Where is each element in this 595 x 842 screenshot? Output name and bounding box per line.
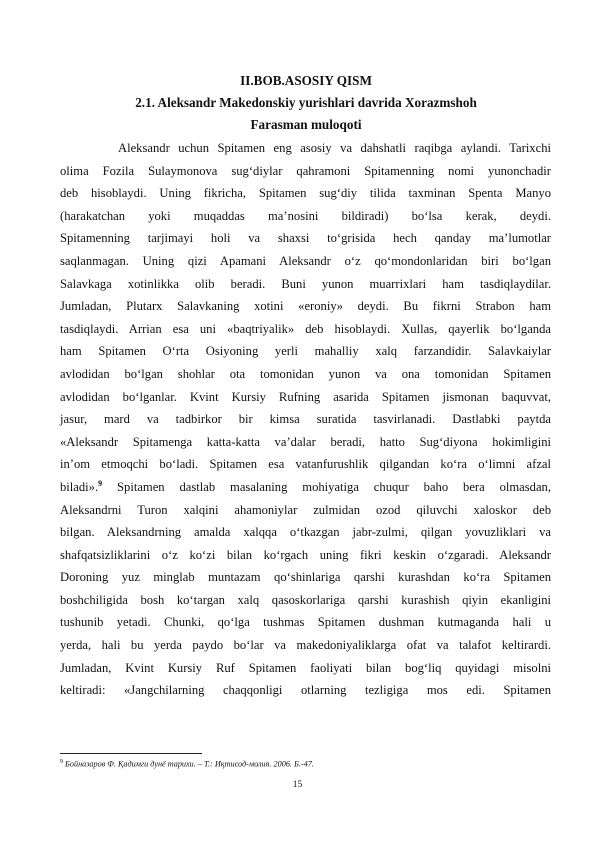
- text-line: Salavkaga xotinlikka olib beradi. Buni yunon muarrixlari ham tasdiqlaydilar.: [60, 276, 551, 291]
- text-line: boshchiligida bosh ko‘targan xalq qasoskorlariga qarshi kurashish qiyin ekanligini: [60, 592, 551, 607]
- footnote-marker: 9: [60, 759, 63, 765]
- text-line: bilgan. Aleksandrning amalda xalqqa o‘tkazgan jabr-zulmi, qilgan yovuzliklari va: [60, 525, 551, 540]
- page-number: 15: [292, 780, 303, 790]
- text-line: ham Spitamen O‘rta Osiyoning yerli mahalliy xalq farzandidir. Salavkaiylar: [60, 344, 551, 359]
- footnote: [60, 757, 551, 770]
- text-line: deb hisoblaydi. Uning fikricha, Spitamen sug‘diy tilida taxminan Spenta Manyo: [60, 186, 551, 201]
- text-segment: Spitamen dastlab masalaning mohiyatiga chuqur baho bera olmasdan,: [117, 479, 551, 494]
- text-line: Spitamenning tarjimayi holi va shaxsi to‘grisida hech qanday ma’lumotlar: [60, 231, 551, 246]
- body-paragraph: [60, 137, 551, 702]
- text-line: keltiradi: «Jangchilarning chaqqonligi otlarning tezligiga mos edi. Spitamen: [60, 683, 551, 698]
- footnote-reference[interactable]: 9: [98, 478, 103, 488]
- section-title-line-2: Farasman muloqoti: [250, 117, 362, 132]
- text-line: jasur, mard va tadbirkor bir kimsa suratida tasvirlanadi. Dastlabki paytda: [60, 412, 551, 427]
- section-title-line-1: 2.1. Aleksandr Makedonskiy yurishlari davrida Xorazmshoh: [135, 95, 477, 110]
- text-line: yerda, hali bu yerda paydo bo‘lar va makedoniyaliklarga ofat va talafot keltirardi.: [60, 638, 551, 653]
- text-line: «Aleksandr Spitamenga katta-katta va’dalar beradi, hatto Sug‘diyona hokimligini: [60, 434, 551, 449]
- text-line: olima Fozila Sulaymonova sug‘diylar qahramoni Spitamenning nomi yunonchadir: [60, 163, 551, 178]
- text-line: shafqatsizliklarini o‘z ko‘zi bilan ko‘rgach uning fikri keskin o‘zgaradi. Aleksandr: [60, 547, 551, 562]
- text-line: Doroning yuz minglab muntazam qo‘shinlariga qarshi kurashdan ko‘ra Spitamen: [60, 570, 551, 585]
- footnote-text: Бойназаров Ф. Қадимги дунё тарихи. – Т.: Иқтисод-молия. 2006. Б.-47.: [65, 759, 314, 769]
- footnote-divider: [60, 753, 202, 754]
- text-line: in’om etmoqchi bo‘ladi. Spitamen esa vatanfurushlik qilgandan ko‘ra o‘limni afzal: [60, 457, 551, 472]
- text-line: tasdiqlaydi. Arrian esa uni «baqtriyalik» deb hisoblaydi. Xullas, qayerlik bo‘lganda: [60, 321, 551, 336]
- text-line: saqlanmagan. Uning qizi Apamani Aleksandr o‘z qo‘mondonlaridan biri bo‘lgan: [60, 253, 551, 268]
- text-line: Jumladan, Kvint Kursiy Ruf Spitamen faoliyati bilan bog‘liq quyidagi misolni: [60, 660, 551, 675]
- text-segment: biladi».: [60, 479, 99, 494]
- heading-block: [60, 70, 552, 136]
- text-line: tushunib yetadi. Chunki, qo‘lga tushmas Spitamen dushman kutmaganda hali u: [60, 615, 551, 630]
- text-line: Jumladan, Plutarx Salavkaning xotini «eroniy» deydi. Bu fikrni Strabon ham: [60, 299, 551, 314]
- text-line: avlodidan bo‘lgan shohlar ota tomonidan yunon va ona tomonidan Spitamen: [60, 366, 551, 381]
- text-line: (harakatchan yoki muqaddas ma’nosini bildiradi) bo‘lsa kerak, deydi.: [60, 208, 551, 223]
- text-line: Aleksandrni Turon xalqini ahamoniylar zulmidan ozod qiluvchi xaloskor deb: [60, 502, 551, 517]
- chapter-title: II.BOB.ASOSIY QISM: [240, 73, 372, 88]
- text-line-with-footnote: [60, 476, 551, 499]
- text-line: avlodidan bo‘lganlar. Kvint Kursiy Rufning asarida Spitamen jismonan baquvvat,: [60, 389, 551, 404]
- text-line: Aleksandr uchun Spitamen eng asosiy va dahshatli raqibga aylandi. Tarixchi: [118, 141, 551, 155]
